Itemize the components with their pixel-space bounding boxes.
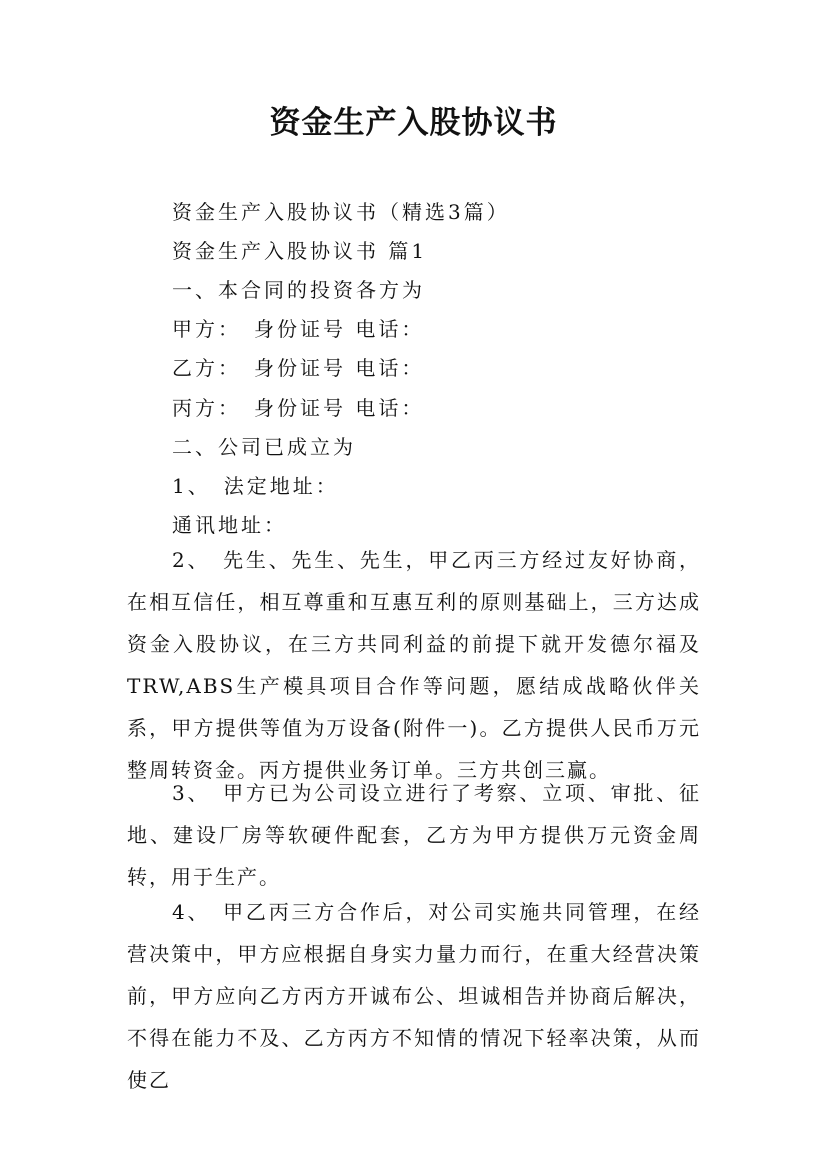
party-b-line: 乙方： 身份证号 电话： xyxy=(172,356,425,380)
mailing-address-line: 通讯地址： xyxy=(172,513,287,537)
clause-heading-2: 二、公司已成立为 xyxy=(172,435,356,459)
paragraph-2: 2、 先生、先生、先生，甲乙丙三方经过友好协商，在相互信任，相互尊重和互惠互利的原则基础上，三方达成资金入股协议，在三方共同利益的前提下就开发德尔福及TRW,ABS生产模具项目合作等问题，愿结成战略伙伴关系，甲方提供等值为万设备(附件一)。乙方提供人民币万元整周转资金。丙方提供业务订单。三方共创三赢。 xyxy=(127,548,701,782)
section-heading: 资金生产入股协议书 篇1 xyxy=(172,239,428,263)
legal-address-line: 1、 法定地址： xyxy=(172,474,339,498)
clause-heading-1: 一、本合同的投资各方为 xyxy=(172,278,425,302)
paragraph-4: 4、 甲乙丙三方合作后，对公司实施共同管理，在经营决策中，甲方应根据自身实力量力而行，在重大经营决策前，甲方应向乙方丙方开诚布公、坦诚相告并协商后解决，不得在能力不及、乙方丙方不知情的情况下轻率决策，从而使乙 xyxy=(127,900,701,1092)
document-title: 资金生产入股协议书 xyxy=(269,105,558,141)
party-c-line: 丙方： 身份证号 电话： xyxy=(172,396,425,420)
subtitle-line: 资金生产入股协议书（精选3篇） xyxy=(172,200,510,224)
paragraph-3: 3、 甲方已为公司设立进行了考察、立项、审批、征地、建设厂房等软硬件配套，乙方为甲方提供万元资金周转，用于生产。 xyxy=(127,781,701,889)
party-a-line: 甲方： 身份证号 电话： xyxy=(172,317,425,341)
